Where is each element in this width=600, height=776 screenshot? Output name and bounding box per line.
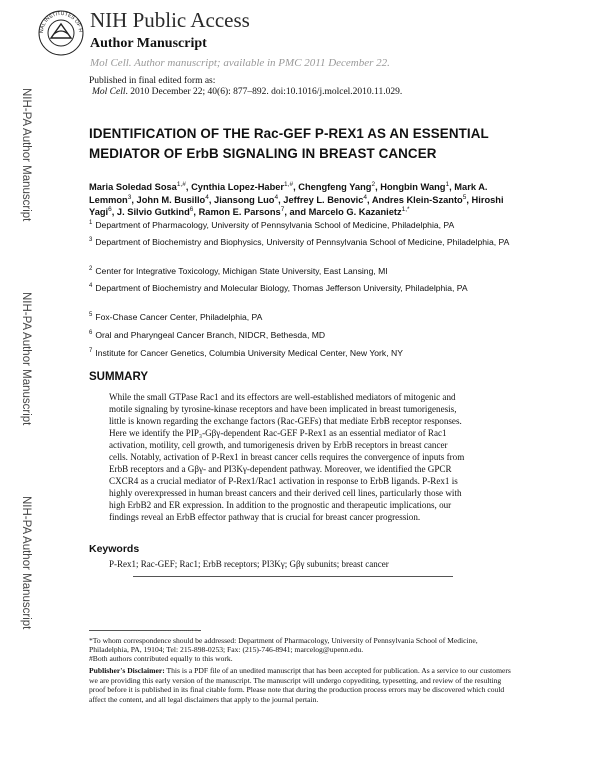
summary-line: little is known regarding the exchange factors (Rac-GEFs) that mediate ErbB receptor responses. (109, 416, 462, 426)
summary-line: activation, motility, cell growth, and tumorigenesis driven by ErbB receptors in breast cancer (109, 440, 448, 450)
author-affiliation-mark: 6 (189, 205, 194, 213)
summary-body (109, 391, 517, 523)
author-separator: , (367, 194, 372, 205)
author-affiliation-mark: 3 (127, 193, 132, 201)
publisher-disclaimer (89, 666, 519, 704)
author-separator: , (449, 182, 455, 192)
journal-availability-note: Mol Cell. Author manuscript; available in PMC 2011 December 22. (90, 57, 390, 69)
summary-line: findings reveal an ErbB effector pathway that is crucial for breast cancer progression. (109, 512, 421, 522)
author: Jeffrey L. Benovic (283, 194, 364, 205)
author-separator: , (278, 194, 284, 205)
paper-title (89, 124, 549, 164)
affiliation: $^5$ Fox-Chase Cancer Center, Philadelphia, PA (89, 312, 263, 322)
affiliation: $^4$ Department of Biochemistry and Molecular Biology, Thomas Jefferson University, Philadelphia, PA (89, 283, 468, 293)
author-affiliation-mark: 1,* (401, 205, 410, 213)
author-separator: , (193, 207, 199, 217)
citation-details: . 2010 December 22; 40(6): 877–892. doi:10.1016/j.molcel.2010.11.029. (125, 87, 403, 97)
author-affiliation-mark: 7 (280, 205, 285, 213)
author-separator: , (466, 194, 472, 205)
author: Jiansong Luo (214, 194, 275, 205)
disclaimer-label: Publisher's Disclaimer: (89, 666, 165, 675)
author-affiliation-mark: 4 (363, 193, 367, 201)
footnote-rule (89, 630, 201, 631)
author: Mark A. Lemmon (89, 182, 488, 205)
author-affiliation-mark: 4 (205, 193, 209, 201)
author-affiliation-mark: 1,# (176, 180, 186, 188)
citation (92, 87, 402, 97)
disclaimer-text: This is a PDF file of an unedited manuscript that has been accepted for publication. As a service to our customers we are providing this early version of the manuscript. The manuscript will undergo copyediting, typesetting, and review of the resulting proof before it is published in its final citable form. Please note that during the production process errors may be discovered which could affect the content, and all legal disclaimers that apply to the journal pertain. (89, 666, 511, 704)
summary-line: motile signaling by tyrosine-kinase receptors and have been implicated in breast tumorigenesis, (109, 404, 457, 414)
summary-line: Here we identify the PIP₃-Gβγ-dependent Rac-GEF P-Rex1 as an essential mediator of Rac1 (109, 428, 447, 438)
summary-line: high ErbB2 and ER expression. In addition to the prognostic and therapeutic implications, our (109, 500, 452, 510)
author-affiliation-mark: 4 (274, 193, 279, 201)
nih-logo (36, 6, 86, 56)
affiliation: $^1$ Department of Pharmacology, University of Pennsylvania School of Medicine, Philadelphia, PA (89, 220, 455, 230)
author: Maria Soledad Sosa (89, 182, 177, 192)
author-affiliation-mark: 6 (108, 205, 112, 213)
title-line: IDENTIFICATION OF THE Rac-GEF P-REX1 AS AN ESSENTIAL (89, 126, 489, 141)
author-affiliation-mark: 2 (371, 180, 376, 188)
summary-line: While the small GTPase Rac1 and its effectors are well-established mediators of mitogenic and (109, 392, 456, 402)
footnotes (89, 636, 519, 663)
section-divider (133, 576, 453, 577)
keywords-list: P-Rex1; Rac-GEF; Rac1; ErbB receptors; PI3Kγ; Gβγ subunits; breast cancer (109, 559, 389, 569)
author-separator: , and (284, 207, 309, 217)
author: Hiroshi Yagi (89, 194, 504, 217)
equal-contribution-footnote: #Both authors contributed equally to this work. (89, 654, 233, 663)
author-affiliation-mark: 5 (462, 193, 467, 201)
author: Ramon E. Parsons (198, 207, 281, 217)
author: Hongbin Wang (380, 182, 446, 192)
author: Cynthia Lopez-Haber (191, 182, 285, 192)
keywords-heading: Keywords (89, 543, 140, 555)
author: John M. Busillo (136, 194, 206, 205)
author-separator: , (375, 182, 381, 192)
author: Chengfeng Yang (298, 182, 372, 192)
author-separator: , (111, 207, 117, 217)
summary-line: cells. Notably, activation of P-Rex1 in breast cancer cells requires the convergence of inputs from (109, 452, 465, 462)
affiliation: $^7$ Institute for Cancer Genetics, Columbia University Medical Center, New York, NY (89, 348, 403, 358)
summary-line: ErbB receptors and a Gβγ- and PI3Kγ-dependent pathway. Moreover, we identified the GPCR (109, 464, 452, 474)
affiliation: $^2$ Center for Integrative Toxicology, Michigan State University, East Lansing, MI (89, 266, 388, 276)
side-label-bottom: NIH-PA Author Manuscript (20, 496, 32, 630)
author-separator: , (208, 194, 215, 205)
author: Marcelo G. Kazanietz (308, 207, 402, 217)
summary-line: highly overexpressed in human breast cancers and their derived cell lines, particularly those with (109, 488, 462, 498)
correspondence-footnote: *To whom correspondence should be addressed: Department of Pharmacology, University of Pennsylvania School of Medicine, Philadelphia, PA, 19104; Tel: 215-898-0253; Fax: (215)-746-8941; marcelog@upenn.edu. (89, 636, 478, 654)
journal-name: Mol Cell (92, 87, 126, 97)
nih-public-access-title: NIH Public Access (90, 8, 250, 32)
author-affiliation-mark: 1,# (284, 180, 294, 188)
author: Andres Klein-Szanto (371, 194, 463, 205)
affiliation: $^6$ Oral and Pharyngeal Cancer Branch, NIDCR, Bethesda, MD (89, 330, 326, 340)
published-in-label: Published in final edited form as: (89, 76, 216, 86)
author-list (89, 181, 509, 219)
author-manuscript-label: Author Manuscript (90, 36, 207, 51)
affiliation: $^3$ Department of Biochemistry and Biophysics, University of Pennsylvania School of Medicine, Philadelphia, PA (89, 237, 510, 247)
side-label-middle: NIH-PA Author Manuscript (20, 292, 32, 426)
summary-heading: SUMMARY (89, 371, 148, 383)
author-separator: , (185, 182, 192, 192)
author-affiliation-mark: 1 (445, 180, 450, 188)
summary-line: CXCR4 as a crucial mediator of P-Rex1/Rac1 activation in response to ErbB ligands. P-Rex1 is (109, 476, 458, 486)
side-label-top: NIH-PA Author Manuscript (20, 88, 32, 222)
author: J. Silvio Gutkind (116, 207, 190, 217)
svg-text:NATIONAL INSTITUTES OF HEALTH: NAL INSTITUTES OF H (38, 10, 84, 34)
author-separator: , (131, 194, 137, 205)
title-line: MEDIATOR OF ErbB SIGNALING IN BREAST CANCER (89, 146, 437, 161)
author-separator: , (293, 182, 299, 192)
